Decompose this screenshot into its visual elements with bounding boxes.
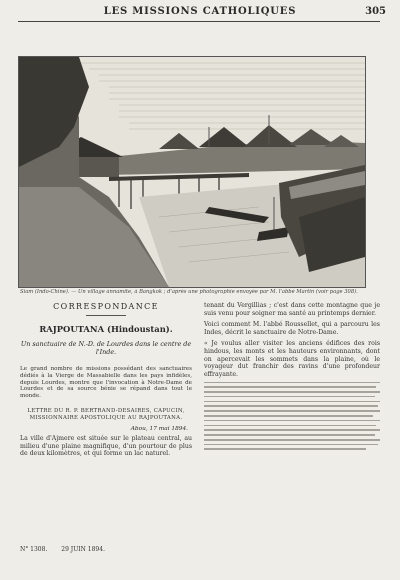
figure-caption: Siam (Indo-Chine). — Un village annamite, à Bangkok ; d'après une photographie envoyée par M. l'abbé Martin (voir page 308).: [20, 289, 358, 295]
village-river-scene: [19, 57, 365, 287]
letter-dateline: Abou, 17 mai 1894.: [130, 426, 188, 433]
article-intro: Un sanctuaire de N.-D. de Lourdes dans le centre de l'Inde.: [20, 340, 192, 356]
journal-title: LES MISSIONS CATHOLIQUES: [103, 6, 297, 17]
right-paragraph-2: Voici comment M. l'abbé Roussellet, qui a parcouru les Indes, décrit le sanctuaire de Notre-Dame.: [204, 321, 380, 336]
header-rule: [18, 21, 380, 22]
notice-paragraph: Le grand nombre de missions possédant des sanctuaires dédiés à la Vierge de Massabielle dans les pays infidèles, depuis Lourdes, montre que l'invocation à Notre-Dame de Lourdes et de sa source bénie se répand dans tout le monde.: [20, 366, 192, 400]
page-number: 305: [365, 6, 386, 17]
engraving-illustration: [18, 56, 366, 288]
article-subheading: RAJPOUTANA (Hindoustan).: [39, 324, 173, 334]
issue-number: N° 1308.: [20, 546, 48, 553]
letter-heading: LETTRE DU R. P. BERTRAND-DESAIRES, CAPUCIN, MISSIONNAIRE APOSTOLIQUE AU RAJPOUTANA.: [27, 407, 185, 421]
continued-text-lines: [204, 382, 380, 451]
page-footer: [20, 546, 105, 553]
right-paragraph-3: « Je voulus aller visiter les anciens édifices des rois hindous, les monts et les hauteurs environnants, dont on apercevait les sommets dans la plaine, où le voyageur dut franchir des ravins d'une profondeur effrayante.: [204, 340, 380, 378]
right-paragraph-1: tenant du Vergillias ; c'est dans cette montagne que je suis venu pour soigner ma santé au printemps dernier.: [204, 302, 380, 317]
section-rule: [86, 315, 126, 316]
right-column: [204, 302, 380, 453]
left-column: [20, 302, 192, 458]
section-heading: CORRESPONDANCE: [53, 302, 159, 311]
letter-body: La ville d'Ajmere est située sur le plateau central, au milieu d'une plaine magnifique, d'un pourtour de plus de deux kilomètres, et qui forme un lac naturel.: [20, 435, 192, 458]
issue-date: 29 JUIN 1894.: [61, 546, 105, 553]
